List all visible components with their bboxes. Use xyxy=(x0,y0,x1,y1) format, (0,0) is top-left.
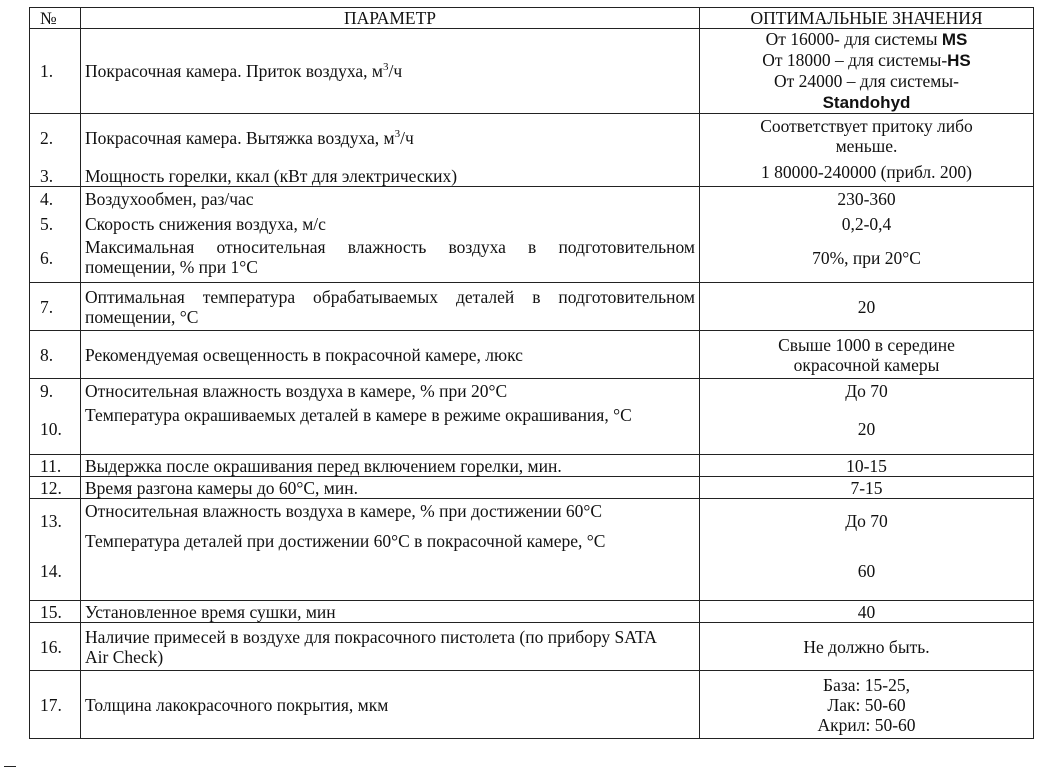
row-param: Оптимальная температура обрабатываемых деталей в подготовительном помещении, °С xyxy=(81,283,700,331)
row-param: Относительная влажность воздуха в камере, % при достижении 60°С Температура деталей при достижении 60°С в покрасочной камере, °С xyxy=(81,499,700,601)
row-param: Рекомендуемая освещенность в покрасочной камере, люкс xyxy=(81,331,700,379)
row-num: 1. xyxy=(30,29,81,114)
table-row xyxy=(30,671,1034,739)
row-value: 40 xyxy=(700,601,1034,623)
row-param: Наличие примесей в воздухе для покрасочного пистолета (по прибору SATA Air Check) xyxy=(81,623,700,671)
row-value: База: 15-25, Лак: 50-60 Акрил: 50-60 xyxy=(700,671,1034,739)
row-num: 11. xyxy=(30,455,81,477)
row-value: 10-15 xyxy=(700,455,1034,477)
row-num: 12. xyxy=(30,477,81,499)
row-param: Выдержка после окрашивания перед включением горелки, мин. xyxy=(81,455,700,477)
row-value: До 70 60 xyxy=(700,499,1034,601)
row-value: 230-360 0,2-0,4 70%, при 20°С xyxy=(700,187,1034,283)
header-num: № xyxy=(30,8,81,29)
header-value: ОПТИМАЛЬНЫЕ ЗНАЧЕНИЯ xyxy=(700,8,1034,29)
table-row xyxy=(30,283,1034,331)
row-param: Относительная влажность воздуха в камере, % при 20°С Температура окрашиваемых деталей в камере в режиме окрашивания, °С xyxy=(81,379,700,455)
row-param: Покрасочная камера. Приток воздуха, $м^3/ч$ xyxy=(81,29,700,114)
table-row xyxy=(30,477,1034,499)
row-num: 4. 5. 6. xyxy=(30,187,81,283)
row-num: 16. xyxy=(30,623,81,671)
table-row xyxy=(30,455,1034,477)
table-row xyxy=(30,187,1034,283)
row-num: 8. xyxy=(30,331,81,379)
table-row xyxy=(30,114,1034,187)
row-num: 2. 3. xyxy=(30,114,81,187)
table-row xyxy=(30,601,1034,623)
row-param: Воздухообмен, раз/час Скорость снижения воздуха, м/с Максимальная относительная влажность воздуха в подготовительном помещении, % при 1°С xyxy=(81,187,700,283)
table-row xyxy=(30,623,1034,671)
header-param: ПАРАМЕТР xyxy=(81,8,700,29)
row-value: Соответствует притоку либо меньше. 1 80000-240000 (прибл. 200) xyxy=(700,114,1034,187)
row-value: Не должно быть. xyxy=(700,623,1034,671)
row-value: До 70 20 xyxy=(700,379,1034,455)
row-num: 9. 10. xyxy=(30,379,81,455)
row-num: 13. 14. xyxy=(30,499,81,601)
table-row xyxy=(30,499,1034,601)
table-row xyxy=(30,29,1034,114)
row-value: Свыше 1000 в середине окрасочной камеры xyxy=(700,331,1034,379)
row-param: Время разгона камеры до 60°С, мин. xyxy=(81,477,700,499)
row-param: Установленное время сушки, мин xyxy=(81,601,700,623)
header-row xyxy=(30,8,1034,29)
row-param: Толщина лакокрасочного покрытия, мкм xyxy=(81,671,700,739)
row-value: 20 xyxy=(700,283,1034,331)
table-row xyxy=(30,379,1034,455)
row-param: Покрасочная камера. Вытяжка воздуха, $м^3/ч$ Мощность горелки, ккал (кВт для электрических) xyxy=(81,114,700,187)
row-value: 7-15 xyxy=(700,477,1034,499)
row-num: 7. xyxy=(30,283,81,331)
table-row xyxy=(30,331,1034,379)
row-num: 15. xyxy=(30,601,81,623)
parameters-table xyxy=(29,7,1034,739)
row-value: От 16000- для системы MS От 18000 – для системы-HS От 24000 – для системы- Standohyd xyxy=(700,29,1034,114)
margin-dash xyxy=(4,766,16,767)
row-num: 17. xyxy=(30,671,81,739)
